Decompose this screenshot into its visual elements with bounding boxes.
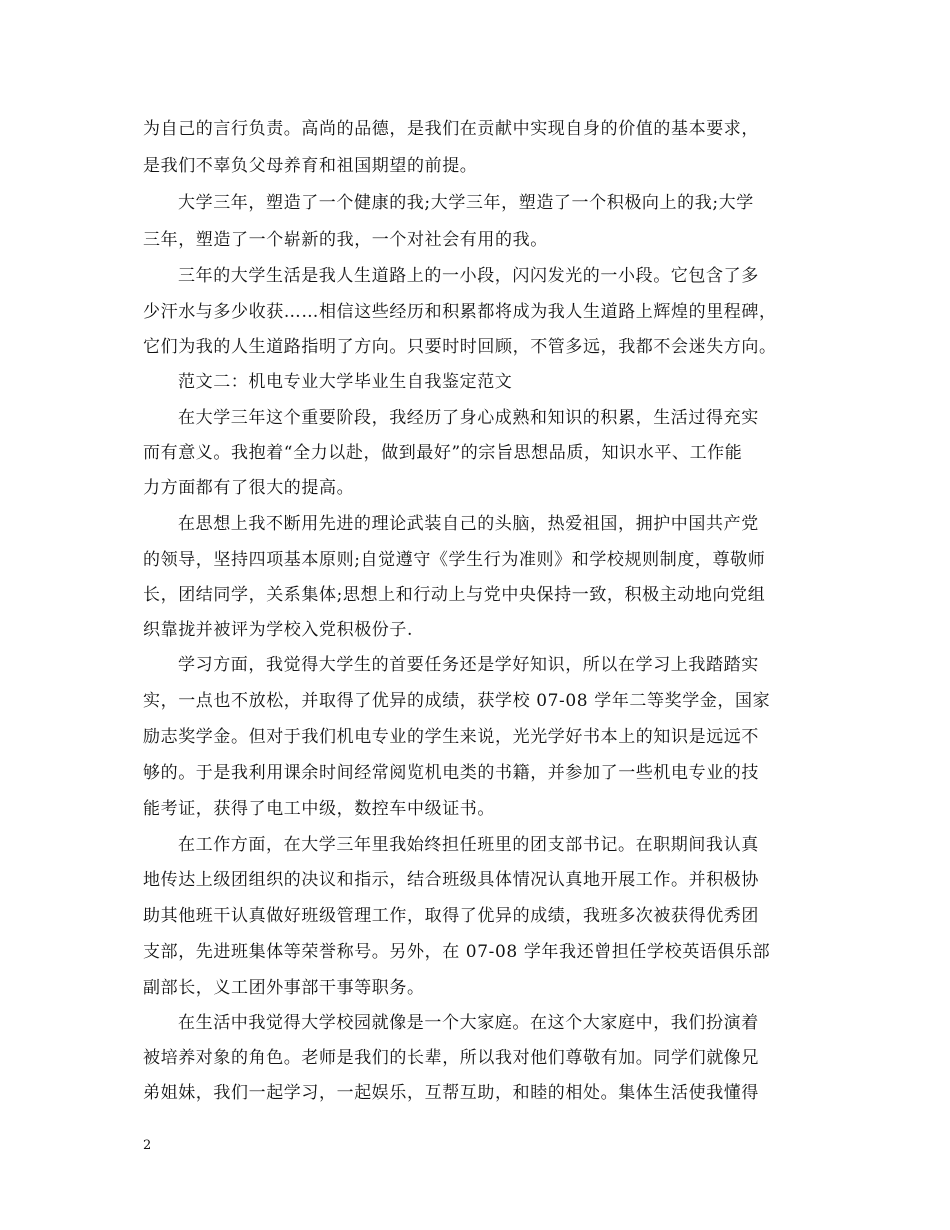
- paragraph-start-line: 在大学三年这个重要阶段，我经历了身心成熟和知识的积累，生活过得充实: [178, 408, 759, 428]
- text-line: 长，团结同学，关系集体;思想上和行动上与党中央保持一致，积极主动地向党组: [143, 585, 766, 605]
- text-line: 被培养对象的角色。老师是我们的长辈，所以我对他们尊敬有加。同学们就像兄: [143, 1048, 759, 1068]
- text-line: 够的。于是我利用课余时间经常阅览机电类的书籍，并参加了一些机电专业的技: [143, 763, 759, 783]
- text-line: 而有意义。我抱着“全力以赴，做到最好”的宗旨思想品质，知识水平、工作能: [143, 443, 743, 463]
- text-line: 力方面都有了很大的提高。: [143, 478, 355, 498]
- paragraph-start-line: 三年的大学生活是我人生道路上的一小段，闪闪发光的一小段。它包含了多: [178, 266, 759, 286]
- text-line: 地传达上级团组织的决议和指示，结合班级具体情况认真地开展工作。并积极协: [143, 870, 759, 890]
- text-line: 少汗水与多少收获……相信这些经历和积累都将成为我人生道路上辉煌的里程碑，: [143, 302, 777, 322]
- text-line: 能考证，获得了电工中级，数控车中级证书。: [143, 799, 495, 819]
- text-line: 实，一点也不放松，并取得了优异的成绩，获学校 07-08 学年二等奖学金，国家: [143, 691, 771, 711]
- paragraph-start-line: 在思想上我不断用先进的理论武装自己的头脑，热爱祖国，拥护中国共产党: [178, 514, 759, 534]
- paragraph-start-line: 在工作方面，在大学三年里我始终担任班里的团支部书记。在职期间我认真: [178, 835, 759, 855]
- section-heading: 范文二：机电专业大学毕业生自我鉴定范文: [178, 372, 513, 392]
- text-line: 为自己的言行负责。高尚的品德，是我们在贡献中实现自身的价值的基本要求，: [143, 119, 759, 139]
- paragraph-start-line: 学习方面，我觉得大学生的首要任务还是学好知识，所以在学习上我踏踏实: [178, 655, 759, 675]
- paragraph-start-line: 在生活中我觉得大学校园就像是一个大家庭。在这个大家庭中，我们扮演着: [178, 1013, 759, 1033]
- text-line: 的领导，坚持四项基本原则;自觉遵守《学生行为准则》和学校规则制度，尊敬师: [143, 550, 766, 570]
- text-line: 弟姐妹，我们一起学习，一起娱乐，互帮互助，和睦的相处。集体生活使我懂得: [143, 1083, 759, 1103]
- paragraph-start-line: 大学三年，塑造了一个健康的我;大学三年，塑造了一个积极向上的我;大学: [178, 193, 754, 213]
- text-line: 助其他班干认真做好班级管理工作，取得了优异的成绩，我班多次被获得优秀团: [143, 906, 759, 926]
- text-line: 三年，塑造了一个崭新的我，一个对社会有用的我。: [143, 230, 548, 250]
- page-number: 2: [143, 1138, 152, 1153]
- text-line: 是我们不辜负父母养育和祖国期望的前提。: [143, 156, 478, 176]
- text-line: 励志奖学金。但对于我们机电专业的学生来说，光光学好书本上的知识是远远不: [143, 727, 759, 747]
- text-line: 支部，先进班集体等荣誉称号。另外，在 07-08 学年我还曾担任学校英语俱乐部: [143, 942, 771, 962]
- text-line: 它们为我的人生道路指明了方向。只要时时回顾，不管多远，我都不会迷失方向。: [143, 337, 777, 357]
- text-line: 织靠拢并被评为学校入党积极份子.: [143, 620, 414, 640]
- text-line: 副部长，义工团外事部干事等职务。: [143, 978, 425, 998]
